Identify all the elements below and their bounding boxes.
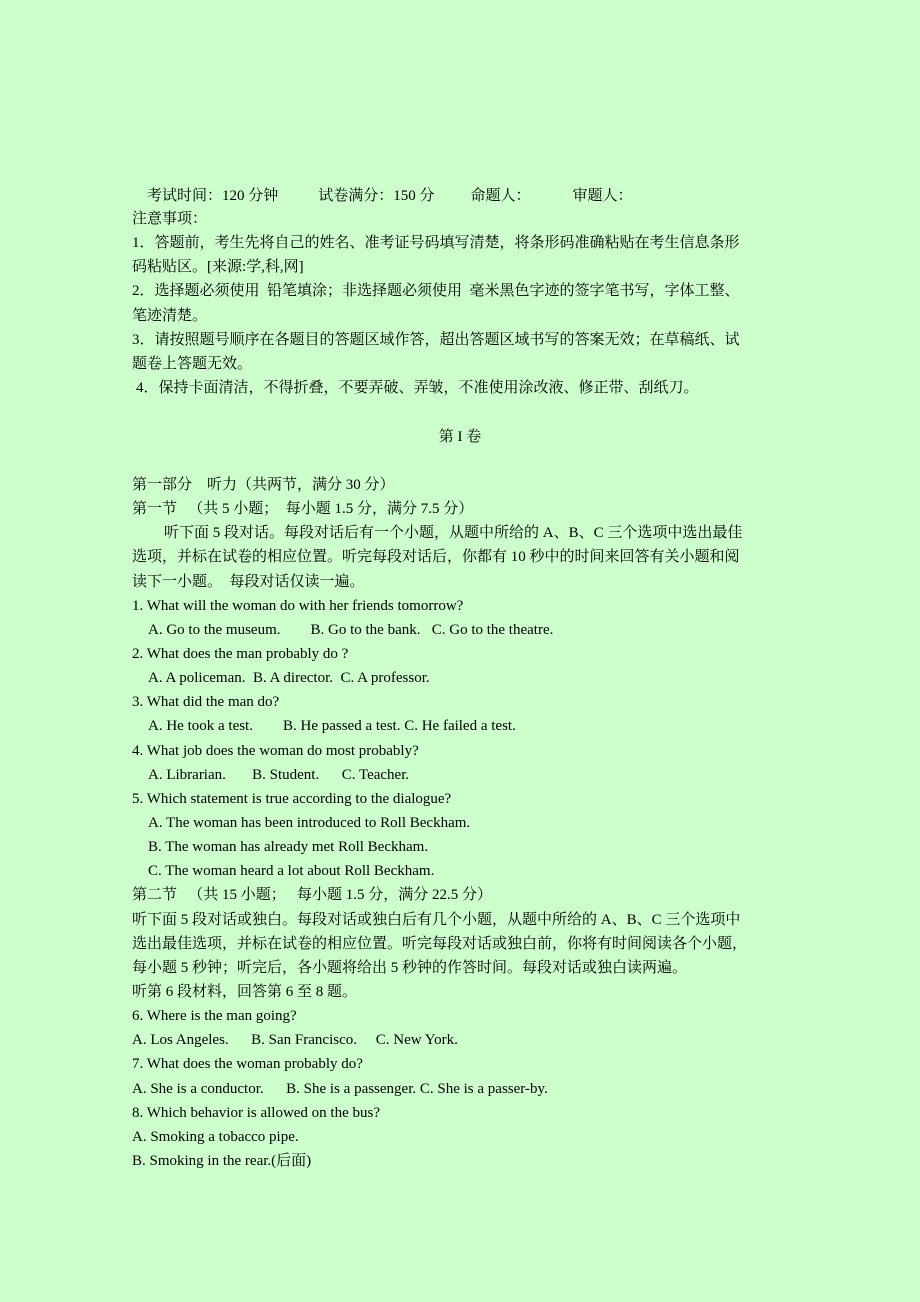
question-options: A. He took a test. B. He passed a test. C. He failed a test. [148, 718, 516, 735]
question: 1. What will the woman do with her friends tomorrow? [132, 597, 464, 614]
question-option: B. The woman has already met Roll Beckham. [148, 839, 429, 856]
notice-line: 码粘贴区。[来源:学,科,网] [132, 259, 304, 276]
notice-line: 2．选择题必须使用 铅笔填涂；非选择题必须使用 毫米黑色字迹的签字笔书写，字体工整、 [132, 283, 740, 300]
notice-line: 题卷上答题无效。 [132, 355, 253, 372]
question: 4. What job does the woman do most probably? [132, 742, 419, 759]
section2-title: 第二节 （共 15 小题； 每小题 1.5 分，满分 22.5 分） [132, 887, 493, 904]
listening-part [132, 473, 792, 1173]
full-score: 试卷满分：150 分 [318, 188, 435, 205]
reviewer: 审题人： [572, 188, 633, 205]
question-options: A. A policeman. B. A director. C. A professor. [148, 670, 430, 687]
material-note: 听第 6 段材料，回答第 6 至 8 题。 [132, 983, 358, 1000]
question-options: A. She is a conductor. B. She is a passenger. C. She is a passer-by. [132, 1080, 548, 1097]
setter: 命题人： [470, 188, 531, 205]
instruction-line: 选出最佳选项，并标在试卷的相应位置。听完每段对话或独白前，你将有时间阅读各个小题， [132, 935, 748, 952]
question: 8. Which behavior is allowed on the bus? [132, 1104, 380, 1121]
question: 6. Where is the man going? [132, 1008, 297, 1025]
section1-title: 第一节 （共 5 小题； 每小题 1.5 分，满分 7.5 分） [132, 501, 474, 518]
question-option: B. Smoking in the rear.(后面) [132, 1152, 312, 1169]
notice-section [132, 207, 792, 400]
question-option: A. Smoking a tobacco pipe. [132, 1128, 299, 1145]
part-title: 第一部分 听力（共两节，满分 30 分） [132, 477, 395, 493]
question: 3. What did the man do? [132, 694, 280, 711]
instruction-line: 选项，并标在试卷的相应位置。听完每段对话后，你都有 10 秒中的时间来回答有关小题和阅 [132, 549, 740, 566]
instruction-line: 读下一小题。 每段对话仅读一遍。 [132, 573, 365, 590]
volume-title: 第 I 卷 [438, 429, 482, 445]
question-options: A. Los Angeles. B. San Francisco. C. New York. [132, 1032, 458, 1049]
question-options: A. Librarian. B. Student. C. Teacher. [148, 766, 410, 783]
question-options: A. Go to the museum. B. Go to the bank. C. Go to the theatre. [148, 621, 554, 638]
question-option: C. The woman heard a lot about Roll Beckham. [148, 863, 435, 880]
notice-line: 1．答题前，考生先将自己的姓名、准考证号码填写清楚，将条形码准确粘贴在考生信息条形 [132, 235, 740, 252]
question-option: A. The woman has been introduced to Roll Beckham. [148, 814, 471, 831]
notice-title: 注意事项： [132, 211, 208, 227]
instruction-line: 听下面 5 段对话或独白。每段对话或独白后有几个小题，从题中所给的 A、B、C 三个选项中 [132, 911, 741, 928]
notice-line: 4．保持卡面清洁，不得折叠，不要弄破、弄皱，不准使用涂改液、修正带、刮纸刀。 [136, 379, 699, 396]
notice-line: 笔迹清楚。 [132, 307, 208, 324]
question: 7. What does the woman probably do? [132, 1056, 363, 1073]
notice-line: 3．请按照题号顺序在各题目的答题区域作答，超出答题区域书写的答案无效；在草稿纸、试 [132, 331, 740, 348]
exam-time: 考试时间：120 分钟 [147, 188, 279, 205]
instruction-line: 听下面 5 段对话。每段对话后有一个小题，从题中所给的 A、B、C 三个选项中选出最佳 [164, 525, 743, 542]
question: 5. Which statement is true according to the dialogue? [132, 790, 452, 807]
exam-header [132, 160, 792, 205]
question: 2. What does the man probably do ? [132, 645, 349, 662]
instruction-line: 每小题 5 秒钟；听完后，各小题将给出 5 秒钟的作答时间。每段对话或独白读两遍。 [132, 959, 688, 976]
